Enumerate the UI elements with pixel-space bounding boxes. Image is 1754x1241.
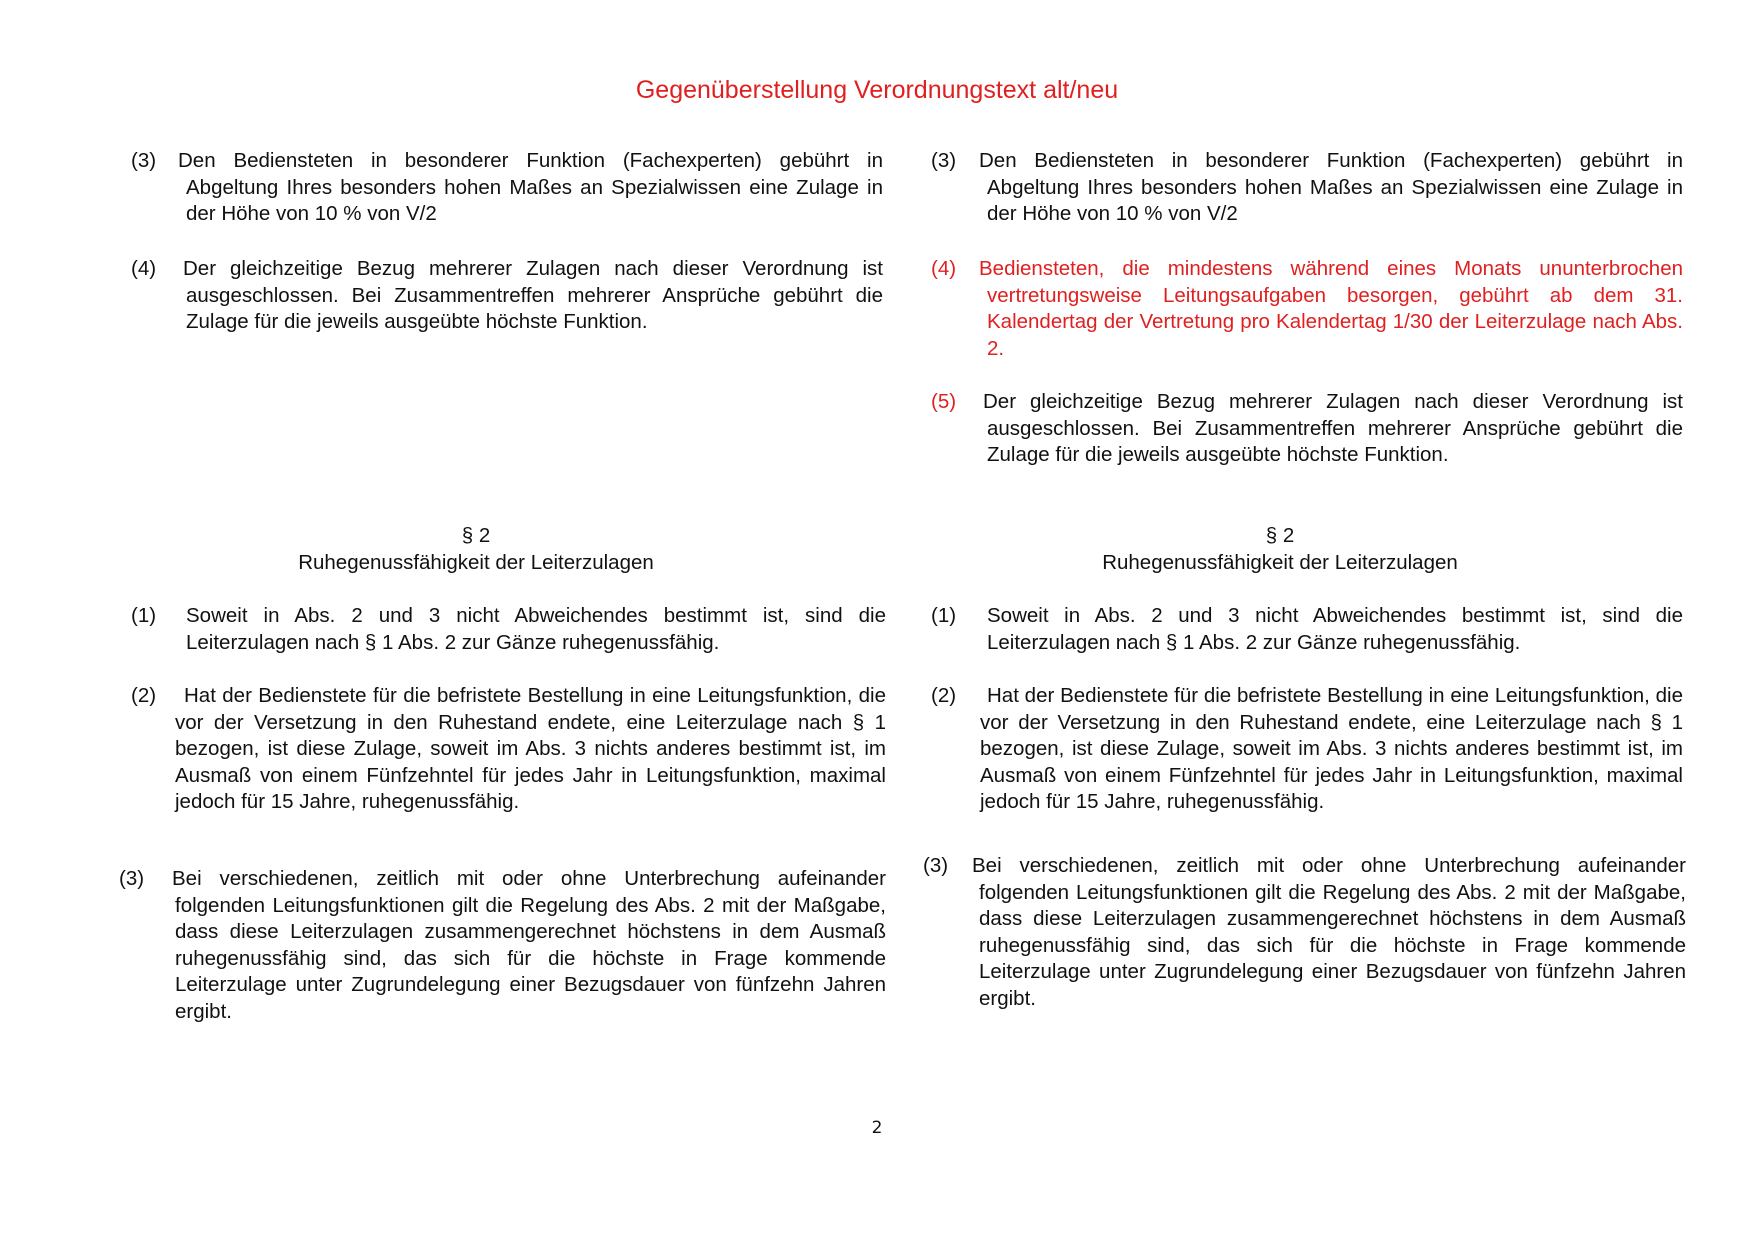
- right-paragraph-4-text: Bediensteten, die mindestens während eines Monats ununterbrochen vertretungsweise Leitungsaufgaben besorgen, gebührt ab dem 31. Kalendertag der Vertretung pro Kalendertag 1/30 der Leiterzulage nach Abs. 2.: [979, 257, 1683, 360]
- right-paragraph-5: [931, 389, 1683, 469]
- right-section-paragraph-2: [931, 683, 1683, 816]
- left-section-paragraph-3-number: (3): [119, 867, 145, 890]
- left-section-title: Ruhegenussfähigkeit der Leiterzulagen: [298, 551, 654, 574]
- right-section-paragraph-2-number: (2): [931, 684, 957, 707]
- right-paragraph-4-new: [931, 256, 1683, 362]
- right-paragraph-3-text: Den Bediensteten in besonderer Funktion (Fachexperten) gebührt in Abgeltung Ihres besonders hohen Maßes an Spezialwissen eine Zulage in der Höhe von 10 % von V/2: [979, 149, 1683, 225]
- right-section-heading: [1035, 522, 1525, 576]
- right-paragraph-3-number: (3): [931, 149, 957, 172]
- right-section-paragraph-2-text: Hat der Bedienstete für die befristete Bestellung in eine Leitungsfunktion, die vor der Versetzung in den Ruhestand endete, eine Leiterzulage nach § 1 bezogen, ist diese Zulage, soweit im Abs. 3 nichts anderes bestimmt ist, im Ausmaß von einem Fünfzehntel für jedes Jahr in Leitungsfunktion, maximal jedoch für 15 Jahre, ruhegenussfähig.: [980, 684, 1683, 813]
- right-section-paragraph-1: [931, 603, 1683, 656]
- right-section-symbol: § 2: [1265, 524, 1295, 547]
- left-paragraph-4-text: Der gleichzeitige Bezug mehrerer Zulagen nach dieser Verordnung ist ausgeschlossen. Bei Zusammentreffen mehrerer Ansprüche gebührt die Zulage für die jeweils ausgeübte höchste Funktion.: [183, 257, 883, 333]
- left-paragraph-4: [131, 256, 883, 336]
- right-section-paragraph-1-number: (1): [931, 604, 957, 627]
- left-section-symbol: § 2: [461, 524, 491, 547]
- left-section-paragraph-2-text: Hat der Bedienstete für die befristete Bestellung in eine Leitungsfunktion, die vor der Versetzung in den Ruhestand endete, eine Leiterzulage nach § 1 bezogen, ist diese Zulage, soweit im Abs. 3 nichts anderes bestimmt ist, im Ausmaß von einem Fünfzehntel für jedes Jahr in Leitungsfunktion, maximal jedoch für 15 Jahre, ruhegenussfähig.: [175, 684, 886, 813]
- right-section-title: Ruhegenussfähigkeit der Leiterzulagen: [1102, 551, 1458, 574]
- left-section-paragraph-1-number: (1): [131, 604, 157, 627]
- left-section-paragraph-3: [119, 866, 886, 1025]
- left-paragraph-3-number: (3): [131, 149, 157, 172]
- right-paragraph-3: [931, 148, 1683, 228]
- left-section-heading: [231, 522, 721, 576]
- left-section-paragraph-1-text: Soweit in Abs. 2 und 3 nicht Abweichendes bestimmt ist, sind die Leiterzulagen nach § 1 Abs. 2 zur Gänze ruhegenussfähig.: [186, 604, 886, 654]
- right-paragraph-5-number: (5): [931, 390, 957, 413]
- left-section-paragraph-2: [131, 683, 886, 816]
- right-paragraph-5-text: Der gleichzeitige Bezug mehrerer Zulagen nach dieser Verordnung ist ausgeschlossen. Bei Zusammentreffen mehrerer Ansprüche gebührt die Zulage für die jeweils ausgeübte höchste Funktion.: [983, 390, 1683, 466]
- left-section-paragraph-2-number: (2): [131, 684, 157, 707]
- right-section-paragraph-1-text: Soweit in Abs. 2 und 3 nicht Abweichendes bestimmt ist, sind die Leiterzulagen nach § 1 Abs. 2 zur Gänze ruhegenussfähig.: [987, 604, 1683, 654]
- left-paragraph-3: [131, 148, 883, 228]
- left-paragraph-4-number: (4): [131, 257, 157, 280]
- left-section-paragraph-3-text: Bei verschiedenen, zeitlich mit oder ohne Unterbrechung aufeinander folgenden Leitungsfunktionen gilt die Regelung des Abs. 2 mit der Maßgabe, dass diese Leiterzulagen zusammengerechnet höchstens in dem Ausmaß ruhegenussfähig sind, das sich für die höchste in Frage kommende Leiterzulage unter Zugrundelegung einer Bezugsdauer von fünfzehn Jahren ergibt.: [172, 867, 886, 1023]
- page-number: 2: [871, 1118, 883, 1138]
- page-title: Gegenüberstellung Verordnungstext alt/neu: [635, 76, 1119, 104]
- right-section-paragraph-3-number: (3): [923, 854, 949, 877]
- left-paragraph-3-text: Den Bediensteten in besonderer Funktion (Fachexperten) gebührt in Abgeltung Ihres besonders hohen Maßes an Spezialwissen eine Zulage in der Höhe von 10 % von V/2: [178, 149, 883, 225]
- right-section-paragraph-3-text: Bei verschiedenen, zeitlich mit oder ohne Unterbrechung aufeinander folgenden Leitungsfunktionen gilt die Regelung des Abs. 2 mit der Maßgabe, dass diese Leiterzulagen zusammengerechnet höchstens in dem Ausmaß ruhegenussfähig sind, das sich für die höchste in Frage kommende Leiterzulage unter Zugrundelegung einer Bezugsdauer von fünfzehn Jahren ergibt.: [972, 854, 1686, 1010]
- right-section-paragraph-3: [923, 853, 1686, 1012]
- left-section-paragraph-1: [131, 603, 886, 656]
- right-paragraph-4-number: (4): [931, 257, 957, 280]
